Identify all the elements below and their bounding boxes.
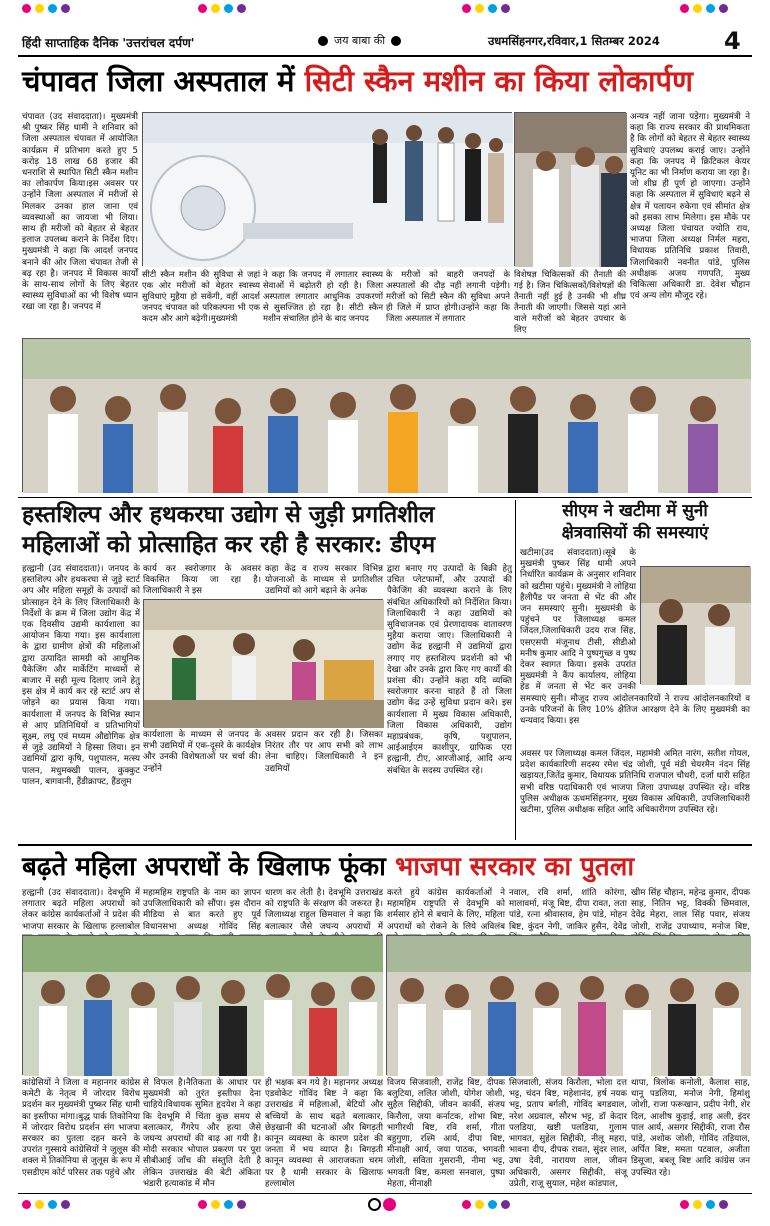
story4-bottom-col-5: सिजवाली, संजय किरौला, भोला दत्त भट्ट, चंदन बिष्ट, महेशानंद, हर्ष नयक भट्ट, प्रताप बर्गली, गोविंद बगडवाल, नरेश अग्रवाल, सौरभ भट्ट, डॉ केदार पलडिया, खष्टी पलडिया, गुलाम भागवत, सुहेल सिद्दीकी, नीलू महरा, भावना दीप, दीपक रावत, सुंदर लाल, उषा देवी, नारायण लाल, जीवन अधिकारी, असगर सिद्दीकी, संजू उप्रेती, राजू सुयाल, महेश कांडपाल, [509,1078,627,1189]
story3-body-bottom: अवसर पर जिलाध्यक्ष कमल जिंदल, महामंत्री अमित नारंग, सतीश गोयल, प्रदेश कार्यकारिणी सदस्य रमेश चंद्र जोशी, पूर्व मंडी चेयरमैन नंदन सिंह खड़ायत,जितेंद्र कुमार, विधायक प्रतिनिधि राजपाल चौधरी, दर्जा धारी सहित सभी वरिष्ठ पदाधिकारी एवं भाजपा जिला उपाध्यक्ष उपस्थित रहे। वरिष्ठ पुलिस अधीक्षक ऊधमसिंहनगर, मुख्य विकास अधिकारी, उपजिलाधिकारी खटीमा, पुलिस अधीक्षक सहित आदि अधिकारीगण उपस्थित रहे। [520,749,750,816]
masthead-blessing: जय बाबा की [318,33,401,48]
footer-dots-left [22,1200,70,1209]
story1-column-1: चंपावत (उद संवाददाता)। मुख्यमंत्री श्री पुष्कर सिंह धामी ने शनिवार को जिला अस्पताल चंपावत में आयोजित कार्यक्रम में प्रतिभाग करते हुए 5 करोड़ 18 लाख 68 हजार की धनराशि से स्थापित सिटी स्कैन मशीन का लोकार्पण किया।इस अवसर पर उन्होंने जिला अस्पताल में मरीजों से मिलकर उनका हाल जाना एवं व्यवस्थाओं का जायजा भी लिया। साथ ही मरीजों को बेहतर से बेहतर इलाज उपलब्ध कराने के निर्देश दिए।मुख्यमंत्री ने कहा कि आदर्श जनपद बनाने की ओर जिला चंपावत तेजी से बढ़ रहा है। जनपद में विकास कार्यों के साथ-साथ लोगों के लिए बेहतर स्वास्थ्य सुविधाओं का भी विशेष ध्यान रखा जा रहा है। जनपद में [22,112,138,313]
masthead-dots-center-right [462,4,510,13]
story4-column-1: हल्द्वानी (उद संवाददाता)। देवभूमि में लगातार बढ़ते महिला अपराधों को लेकर कांग्रेस कार्यकर्ताओं ने प्रदेश की भाजपा सरकार के खिलाफ हल्लाबोल [22,888,140,932]
story4-bottom-col-3: ही भक्षक बन गये है। महानगर अध्यक्ष एडवोकेट गोविंद बिष्ट ने कहा कि उत्तराखंड में महिलाओं, बेटियों और बच्चियों के साथ बढ़ते बलात्कार, छेड़खानी की घटनाओं और बिगड़ती कानून व्यवस्था के कारण प्रदेश की जनता में भय व्याप्त है। बिगड़ती कानून व्यवस्था से आराजकता चरम पर है धामी सरकार के खिलाफ हल्लाबोल [265,1078,383,1189]
story4-column-5: नवाल, रवि शर्मा, शांति कोरंगा, मालावर्मा, मंजू बिष्ट, दीपा रावत, लता पांडे, रत्ना श्रीवास्तव, हेम पांडे, मोहन बिष्ट, कुंदन नेगी, जाकिर हुसैन, देवेंद्र [509,888,627,932]
story4-bottom-col-6: थापा, त्रिलोक कनोली, कैलाश साह, धानू पडलिया, मनोज नेगी, हिमांशु जोशी, राजा फरूखान, प्रदीप नेगी, शेर दिल, आशीष कुड़ाई, शाह अली, इंदर पाल आर्य, असगर सिद्दीकी, राजा रौस पांडे, अशोक जोशी, गोविंद तड़ियाल, अर्पित बिष्ट, ममता पटवाल, अजीता डिसूजा, बबलू बिष्ट आदि कांग्रेस जन उपस्थित रहे। [631,1078,750,1178]
masthead-dots-center-left [198,4,246,13]
story1-column-4: के मरीजों को बाहरी जनपदों के अस्पतालों की दौड़ नहीं लगानी पड़ेगी। मरीजों को सिटी स्कैन की सुविधा अपने ही जिले में प्राप्त होगी।उन्होंने कहा कि जिला अस्पताल में लगातार [386,269,510,323]
story1-photo-ctscan [142,112,512,266]
masthead-dots-left [22,4,70,13]
masthead-dateline: उधमसिंहनगर,रविवार,1 सितम्बर 2024 [488,34,660,48]
footer-dots-right [680,1200,728,1209]
decorative-dot-icon [318,36,328,46]
story4-column-4: करते हुये कांग्रेस कार्यकर्ताओं ने महामहिम राष्ट्रपति से देवभूमि को शर्मसार होने से बचाने के लिए, महिला अपराधों को रोकने के लिये अविलंब [387,888,505,932]
footer-dots-center-right [462,1200,510,1209]
story4-bottom-col-1: कांग्रेसियों ने जिला व महानगर कांग्रेस कमेटी के नेतृत्व में जोरदार विरोध प्रदर्शन कर मुख्यमंत्री पुष्कर सिंह धामी का इस्तीफा मांगा।बुद्ध पार्क तिकोनिया में जोरदार विरोध प्रदर्शन संग भाजपा सरकार का पुतला दहन करने के उपरांत गुस्साये कांग्रेसियों ने जुलूस की शक्ल में तिकोनिया से जुलूस के रूप में एसडीएम कोर्ट परिसर तक पहुंचे और [22,1078,140,1178]
masthead-dots-right [680,4,728,13]
story2-headline-line2: महिलाओं को प्रोत्साहित कर रही है सरकार: डीएम [22,531,436,558]
story4-column-6: खीम सिंह चौहान, महेन्द्र कुमार, दीपक साह, नितिन भट्ट, विक्की छिमवाल, देवेंद्र मेहरा, लाल सिंह पवार, संजय जोशी, राजेंद्र उपाध्याय, मनोज बिष्ट, [631,888,750,932]
story3-headline-line2: क्षेत्रवासियों की समस्याएं [561,523,709,543]
story2-column-2b: कार्यशाला के माध्यम से जनपद के सभी उद्यमियों में एक-दूसरे के कार्यक्षेत्र और उनकी विशेषताओं पर चर्चा की। उन्होंने [143,730,261,774]
story1-column-5: विशेषज्ञ चिकित्सकों की तैनाती की गई है। जिन चिकित्सकों/विशेषज्ञों की तैनाती नहीं हुई है उनकी भी शीघ्र तैनाती की जाएगी। जिससे यहां आने वाले मरीजों को बेहतर उपचार के लिए [514,269,626,334]
story4-bottom-col-2: से विफल है।नैतिकता के आधार पर मुख्यमंत्री को तुरंत इस्तीफा देना चाहिये।विधायक सुमित हृदयेश ने कहा कि देवभूमि में चिंता कुछ समय से बलात्कार, गैंगरेप और हत्या जैसे जघन्य अपराधों की बाढ़ आ गयी है। मोदी सरकार भोपाल प्रकरण पर पूरा सीबीआई जाँच की संस्तुति देती है लेकिन उत्तराखंड की बेटी अंकिता भंडारी हत्याकांड में मौन [143,1078,261,1189]
story2-headline-line1: हस्तशिल्प और हथकरघा उद्योग से जुड़ी प्रगतिशील [22,501,435,528]
footer-dots-center-left [198,1200,246,1209]
story2-column-3b: अवसर प्रदान कर रही है। जिसका निरंतर तौर पर आप सभी को लाभ लेना चाहिए। जिलाधिकारी ने इन उद्यमियों [265,730,383,774]
page-number: 4 [724,27,741,55]
story2-photo-workshop [143,599,383,727]
story2-column-2a: कार्य कर स्वरोजगार के अवसर विकसित किया जा रहा है। जिलाधिकारी ने इस [143,564,261,597]
story3-photo-cm-meeting [640,566,750,684]
story1-photo-cm-hospital [514,112,626,266]
story1-column-3: ने कहा कि जनपद में लगातार स्वास्थ्य सेवाओं में बढ़ोतरी हो रही है। जिला अस्पताल लगातार आधुनिक उपकरणों से सुसज्जित हो रहा है। सीटी स्कैन मशीन संचालित होने के बाद जनपद [263,269,383,323]
story4-headline: बढ़ते महिला अपराधों के खिलाफ फूंका भाजपा सरकार का पुतला [22,852,635,882]
story2-column-4: द्वारा बनाए गए उत्पादों के बिक्री हेतु उचित प्लेटफार्मों, और उत्पादों की पैकेजिंग की व्यवस्था कराने के लिए संबंधित अधिकारियों को निर्देशित किया। जिलाधिकारी ने कहा उद्यमियों को सुविधाजनक एवं प्रेरणादायक वातावरण मुहैया कराया जाए। जिलाधिकारी ने उद्योग केंद्र हल्द्वानी में उद्यमियों द्वारा लगाए गए हस्तशिल्प प्रदर्शनी को भी देखा और उनके द्वारा किए गए कार्यों की प्रशंसा की। उन्होंने कहा यदि व्यक्ति स्वरोजगार करना चाहते हैं तो जिला उद्योग केंद्र उन्हें सुविधा प्रदान करे। इस कार्यशाला में मुख्य विकास अधिकारी, जिला विकास अधिकारी, उद्योग महाप्रबंधक, कृषि, पशुपालन, आईआईएम काशीपुर, ग्राफिक एरा हल्द्वानी, टीए, आरजीआई, आदि अन्य संबंधित के सदस्य उपस्थित रहे। [387,564,512,776]
story4-column-2: महामहिम राष्ट्रपति के नाम का ज्ञापन उपजिलाधिकारी को सौंपा। इस दौरान मीडिया से बात करते हुए पूर्व विधानसभा अध्यक्ष गोविंद सिंह [143,888,261,932]
story3-body-top: खटीमा(उद संवाददाता)।सूबे के मुखमंत्री पुष्कर सिंह धामी अपने निर्धारित कार्यक्रम के अनुसार शनिवार को खटीमा पहुंचे। मुख्यमंत्री ने लोहिया हैलीपैड पर जनता से भेंट की और जन समस्याएं सुनी। मुख्यमंत्री के पहुंचने पर जिलाध्यक्ष कमल जिंदल,जिलाधिकारी उदय राज सिंह, एसएसपी मंजूनाथ टीसी, सीडीओ मनीष कुमार आदि ने पुष्पगुच्छ व पुष्प देकर स्वागत किया। इसके उपरांत मुख्यमंत्री ने कैंप कार्यालय, लोहिया हेड में जनता से भेंट कर उनकी समस्याएं सुनी। मौजूद राज्य आंदोलनकारियों ने राज्य आंदोलनकारियों व उनके परिजनों के लिए 10% क्षैतिज आरक्षण देने के लिए मुख्यमंत्री का धन्यवाद किया। इस [520,548,750,727]
story2-column-3a: कहा केंद्र व राज्य सरकार विभिन्न योजनाओं के माध्यम से प्रगतिशील उद्यमियों को आगे बढ़ाने के अनेक [265,564,383,597]
story4-photo-protest-right [386,935,750,1075]
decorative-dot-icon [391,36,401,46]
story4-column-3: धारण कर लेती है। देवभूमि उत्तराखंड को राष्ट्रपति के संरक्षण की जरूरत है।जिलाध्यक्ष राहुल छिमवाल ने कहा कि बलात्कार जैसे जघन्य अपराधों में [265,888,383,932]
story1-photo-crowd [22,338,750,492]
masthead-title: हिंदी साप्ताहिक दैनिक 'उत्तरांचल दर्पण' [22,36,195,50]
story1-column-6: अन्यत्र नहीं जाना पड़ेगा। मुख्यमंत्री ने कहा कि राज्य सरकार की प्राथमिकता है कि लोगों को बेहतर से बेहतर स्वास्थ्य सुविधाएं उपलब्ध कराई जाए। उन्होंने कहा कि जनपद में क्रिटिकल केयर यूनिट का भी निर्माण कराया जा रहा है। जो शीघ्र ही पूर्ण हो जाएगा। उन्होंने कहा कि अस्पताल में सुविधाएं बढ़ने से क्षेत्र में पलायन रुकेगा एवं सीमांत क्षेत्र को इसका लाभ मिलेगा। इस मौके पर अध्यक्ष जिला पंचायत ज्योति राय, भाजपा जिला अध्यक्ष निर्मल महरा, विधायक प्रतिनिधि प्रकाश तिवारी, जिलाधिकारी नवनीत पांडे, पुलिस अधीक्षक अजय गणपति, मुख्य चिकित्सा अधिकारी डा. देवेश चौहान एवं अन्य लोग मौजूद रहे। [630,112,750,302]
story1-headline: चंपावत जिला अस्पताल में सिटी स्कैन मशीन का किया लोकार्पण [22,64,693,98]
story3-headline-line1: सीएम ने खटीमा में सुनी [562,501,708,521]
story4-bottom-col-4: विजय सिजवाली, राजेंद्र बिष्ट, दीपक बलुटिया, ललित जोशी, योगेश जोशी, सुहैल सिद्दीकी, जीवन कार्की, संजय किरौला, जया कर्नाटक, शोभा बिष्ट, भागीरथी बिष्ट, रवि शर्मा, गीता बहुगुणा, रश्मि आर्य, दीपा बिष्ट, मीनाक्षी आर्य, जया पाठक, भगवती जोशी, सविता गुसरानी, नीमा भट्ट, भगवती बिष्ट, कमला सनवाल, पुष्पा मेहता, मीनाक्षी [387,1078,505,1189]
story2-column-1: हल्द्वानी (उद संवाददाता)। जनपद के हस्तशिल्प और हथकरघा से जुड़े स्टार्ट अप और महिला समूहों के उत्पादों को प्रोत्साहन देने के लिए जिलाधिकारी के निर्देशों के क्रम में जिला उद्योग केंद्र में एक दिवसीय उद्यमी कार्यशाला का आयोजन किया गया। इस कार्यशाला के द्वारा ग्रामीण क्षेत्रों की महिलाओं द्वारा उत्पादित सामग्री को आधुनिक पैकेजिंग और मार्केटिंग माध्यमों से बाजार में सही मूल्य दिलाए जाने हेतु इस क्षेत्र में कार्य कर रहे स्टार्ट अप से जोड़ने का प्रयास किया गया। कार्यशाला में जनपद के विभिन्न स्थान से आए प्रतिनिधियों व प्रतिभागियों सूक्ष्म, लघु एवं मध्यम औद्योगिक क्षेत्र से जुड़े उद्यमियों ने हिस्सा लिया। इन उद्यमियों द्वारा कृषि, पशुपालन, मत्स्य पालन, मधुमक्खी पालन, कुक्कुट पालन, बागवानी, हैंडीक्राफ्ट, हैंडलूम [22,564,140,787]
story4-photo-protest-left [22,935,382,1075]
story1-column-2: सीटी स्कैन मशीन की सुविधा से जहां एक ओर मरीजों को बेहतर स्वास्थ्य सुविधाएं मुहैया हो सकेंगी, वहीं आदर्श जनपद चंपावत को परिकल्पना भी एक कदम और आगे बढ़ेगी।मुख्यमंत्री [142,269,260,323]
registration-mark-icon [368,1198,396,1211]
